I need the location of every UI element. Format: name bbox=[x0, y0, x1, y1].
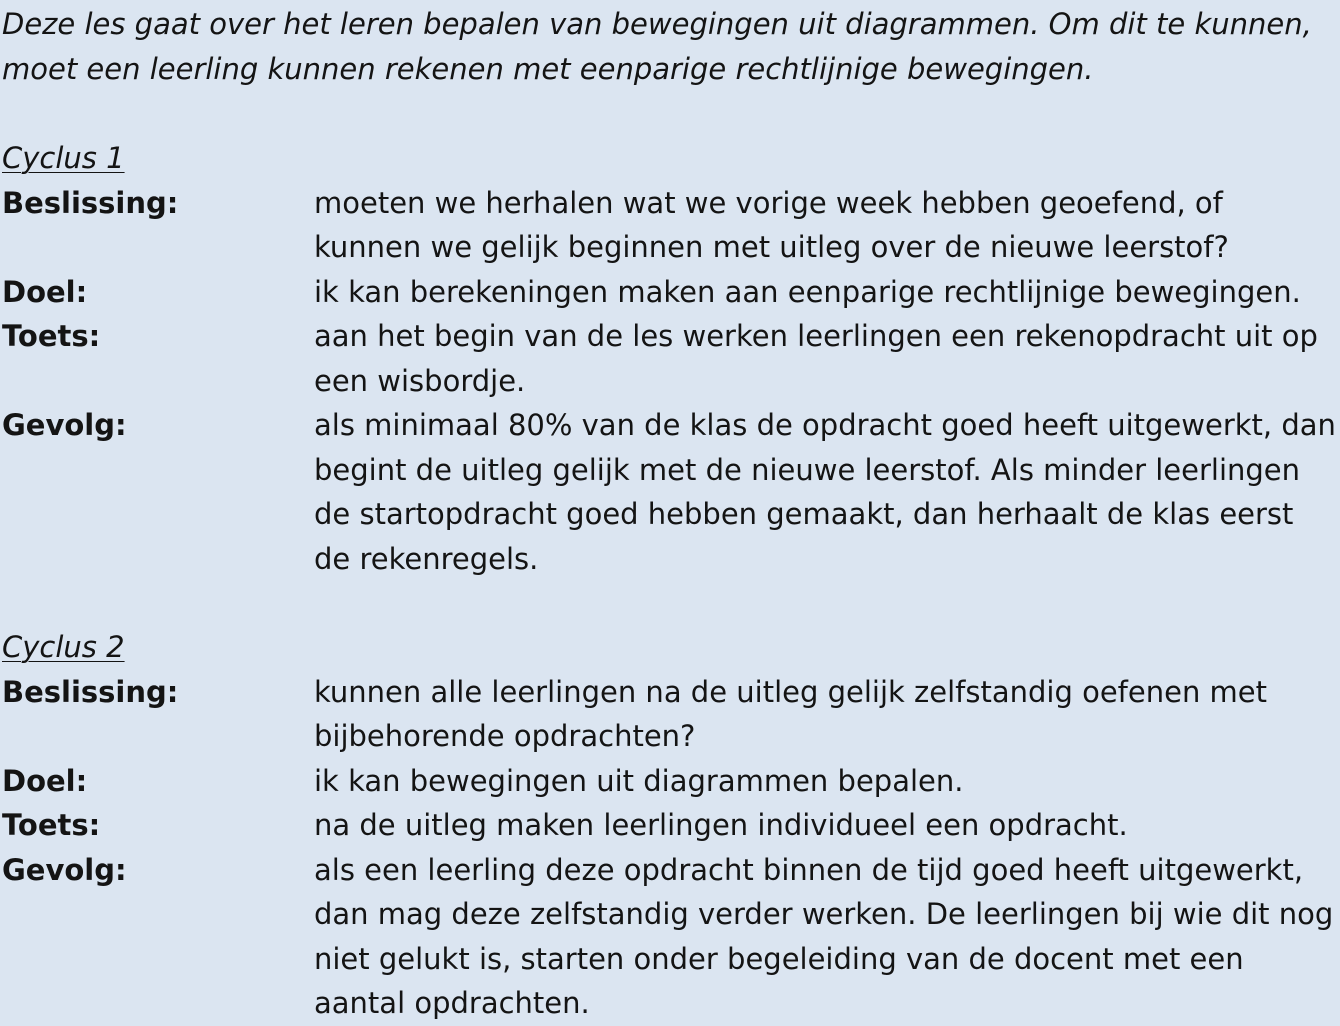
cycle-1-doel-text: ik kan berekeningen maken aan eenparige rechtlijnige bewegingen. bbox=[314, 274, 1301, 309]
cycle-1-toets-text: aan het begin van de les werken leerlingen een rekenopdracht uit op een wisbordje. bbox=[314, 319, 1318, 398]
cycle-1-title: Cyclus 1 bbox=[2, 141, 125, 175]
cycle-1-section bbox=[2, 136, 1338, 581]
cycle-2-beslissing-label: Beslissing: bbox=[2, 674, 179, 709]
cycle-1-toets-label: Toets: bbox=[2, 319, 101, 353]
cycle-1-gevolg-label: Gevolg: bbox=[2, 408, 127, 442]
cycle-1-gevolg-row bbox=[2, 403, 1338, 581]
cycle-2-gevolg-text: als een leerling deze opdracht binnen de tijd goed heeft uitgewerkt, dan mag deze zelfstandig verder werken. De leerlingen bij wie dit nog niet gelukt is, starten onder begeleiding van de docent met een aantal opdrachten. bbox=[314, 852, 1334, 1020]
cycle-2-gevolg-label: Gevolg: bbox=[2, 852, 127, 887]
cycle-2-toets-text: na de uitleg maken leerlingen individueel een opdracht. bbox=[314, 808, 1128, 842]
cycle-2-toets-row bbox=[2, 803, 1338, 848]
cycle-2-doel-text: ik kan bewegingen uit diagrammen bepalen. bbox=[314, 763, 964, 798]
cycle-1-toets-row bbox=[2, 314, 1338, 403]
cycle-1-doel-row bbox=[2, 270, 1338, 315]
intro-paragraph: Deze les gaat over het leren bepalen van bewegingen uit diagrammen. Om dit te kunnen, moet een leerling kunnen rekenen met eenparige rechtlijnige bewegingen. bbox=[2, 7, 1312, 86]
cycle-2-doel-row bbox=[2, 759, 1338, 804]
cycle-1-doel-label: Doel: bbox=[2, 274, 88, 309]
cycle-2-title: Cyclus 2 bbox=[2, 630, 125, 664]
cycle-2-beslissing-row bbox=[2, 670, 1338, 759]
cycle-2-doel-label: Doel: bbox=[2, 763, 88, 798]
cycle-1-gevolg-text: als minimaal 80% van de klas de opdracht goed heeft uitgewerkt, dan begint de uitleg gelijk met de nieuwe leerstof. Als minder leerlingen de startopdracht goed hebben gemaakt, dan herhaalt de klas eerst de rekenregels. bbox=[314, 408, 1336, 576]
cycle-2-beslissing-text: kunnen alle leerlingen na de uitleg gelijk zelfstandig oefenen met bijbehorende opdrachten? bbox=[314, 674, 1268, 753]
cycle-1-beslissing-label: Beslissing: bbox=[2, 185, 179, 220]
cycle-2-toets-label: Toets: bbox=[2, 808, 101, 842]
cycle-2-section bbox=[2, 625, 1338, 1026]
cycle-1-beslissing-text: moeten we herhalen wat we vorige week hebben geoefend, of kunnen we gelijk beginnen met uitleg over de nieuwe leerstof? bbox=[314, 185, 1229, 264]
cycle-2-gevolg-row bbox=[2, 848, 1338, 1026]
cycle-1-beslissing-row bbox=[2, 181, 1338, 270]
